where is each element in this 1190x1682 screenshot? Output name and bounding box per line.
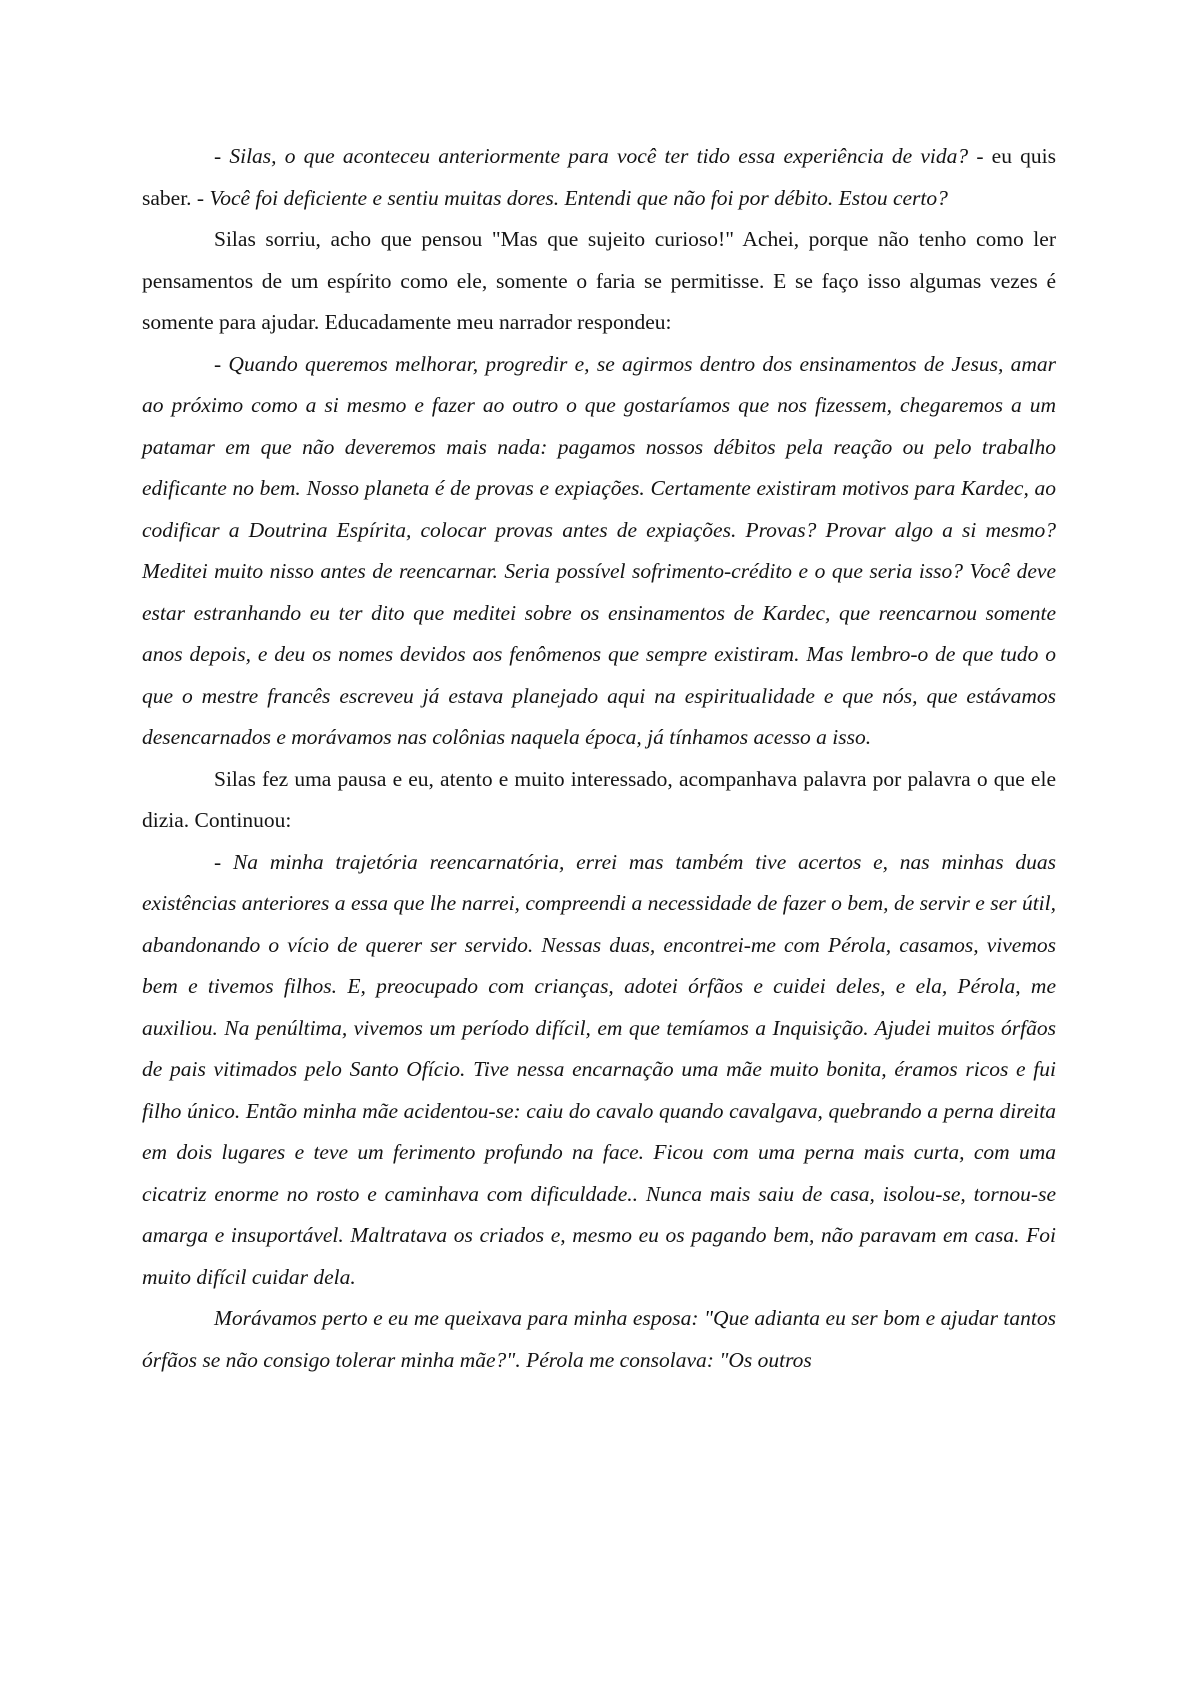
paragraph-1-segment-3: Você foi deficiente e sentiu muitas dores. Entendi que não foi por débito. Estou certo? bbox=[209, 185, 948, 210]
paragraph-2-segment-1: Silas sorriu, acho que pensou "Mas que sujeito curioso!" Achei, porque não tenho como ler pensamentos de um espírito como ele, somente o faria se permitisse. E se faço isso algumas vezes é somente para ajudar. Educadamente meu narrador respondeu: bbox=[142, 227, 1056, 334]
paragraph-4 bbox=[142, 759, 1056, 842]
page-body bbox=[142, 136, 1056, 1381]
paragraph-6 bbox=[142, 1298, 1056, 1381]
paragraph-3 bbox=[142, 344, 1056, 759]
paragraph-1 bbox=[142, 136, 1056, 219]
paragraph-5-segment-1: - Na minha trajetória reencarnatória, errei mas também tive acertos e, nas minhas duas existências anteriores a essa que lhe narrei, compreendi a necessidade de fazer o bem, de servir e ser útil, abandonando o vício de querer ser servido. Nessas duas, encontrei-me com Pérola, casamos, vivemos bem e tivemos filhos. E, preocupado com crianças, adotei órfãos e cuidei deles, e ela, Pérola, me auxiliou. Na penúltima, vivemos um período difícil, em que temíamos a Inquisição. Ajudei muitos órfãos de pais vitimados pelo Santo Ofício. Tive nessa encarnação uma mãe muito bonita, éramos ricos e fui filho único. Então minha mãe acidentou-se: caiu do cavalo quando cavalgava, quebrando a perna direita em dois lugares e teve um ferimento profundo na face. Ficou com uma perna mais curta, com uma cicatriz enorme no rosto e caminhava com dificuldade.. Nunca mais saiu de casa, isolou-se, tornou-se amarga e insuportável. Maltratava os criados e, mesmo eu os pagando bem, não paravam em casa. Foi muito difícil cuidar dela. bbox=[142, 849, 1056, 1289]
paragraph-1-segment-2: eu quis saber. - bbox=[142, 144, 1056, 210]
paragraph-6-segment-1: Morávamos perto e eu me queixava para minha esposa: "Que adianta eu ser bom e ajudar tantos órfãos se não consigo tolerar minha mãe?". Pérola me consolava: "Os outros bbox=[142, 1306, 1056, 1372]
paragraph-3-segment-1: - Quando queremos melhorar, progredir e, se agirmos dentro dos ensinamentos de Jesus, amar ao próximo como a si mesmo e fazer ao outro o que gostaríamos que nos fizessem, chegaremos a um patamar em que não deveremos mais nada: pagamos nossos débitos pela reação ou pelo trabalho edificante no bem. Nosso planeta é de provas e expiações. Certamente existiram motivos para Kardec, ao codificar a Doutrina Espírita, colocar provas antes de expiações. Provas? Provar algo a si mesmo? Meditei muito nisso antes de reencarnar. Seria possível sofrimento-crédito e o que seria isso? Você deve estar estranhando eu ter dito que meditei sobre os ensinamentos de Kardec, que reencarnou somente anos depois, e deu os nomes devidos aos fenômenos que sempre existiram. Mas lembro-o de que tudo o que o mestre francês escreveu já estava planejado aqui na espiritualidade e que nós, que estávamos desencarnados e morávamos nas colônias naquela época, já tínhamos acesso a isso. bbox=[142, 351, 1056, 749]
paragraph-4-segment-1: Silas fez uma pausa e eu, atento e muito interessado, acompanhava palavra por palavra o que ele dizia. Continuou: bbox=[142, 766, 1056, 832]
paragraph-5 bbox=[142, 842, 1056, 1299]
paragraph-1-segment-1: - Silas, o que aconteceu anteriormente para você ter tido essa experiência de vida? - bbox=[214, 144, 984, 168]
paragraph-2 bbox=[142, 219, 1056, 344]
